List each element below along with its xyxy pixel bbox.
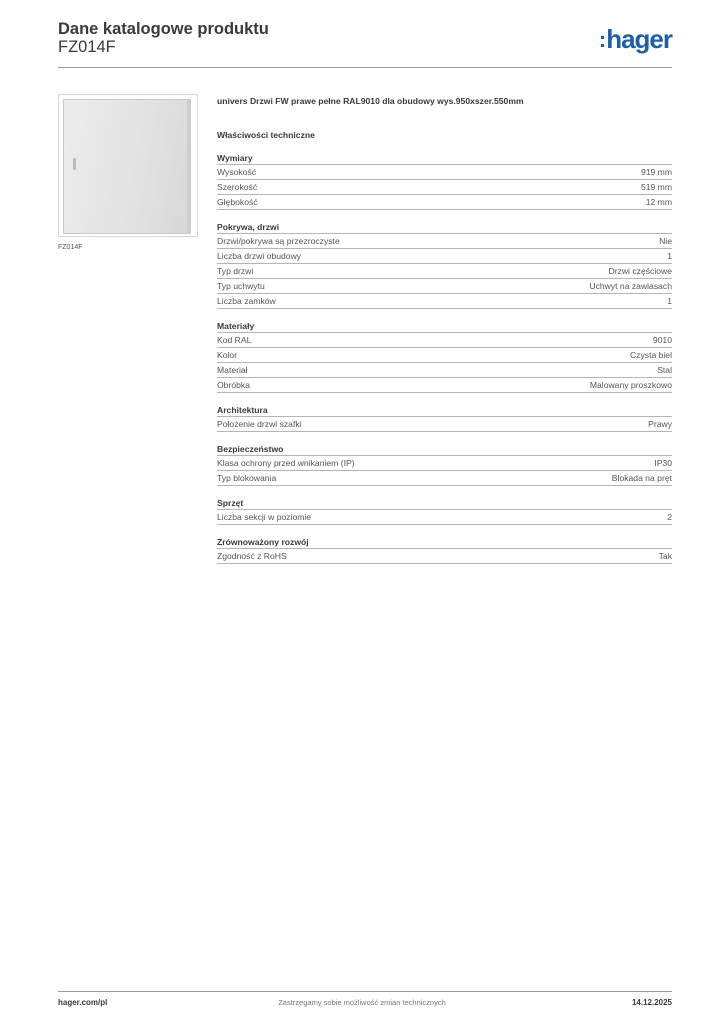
spec-row (217, 278, 672, 293)
spec-row (217, 164, 672, 179)
spec-row (217, 455, 672, 470)
spec-rows (217, 548, 672, 564)
spec-value: 919 mm (640, 167, 672, 177)
hager-logo (599, 24, 672, 55)
spec-value: 1 (667, 296, 672, 306)
door-panel-illustration (63, 99, 191, 234)
product-code: FZ014F (58, 38, 116, 56)
spec-rows (217, 509, 672, 525)
spec-rows (217, 416, 672, 432)
spec-row (217, 332, 672, 347)
spec-row (217, 263, 672, 278)
spec-row (217, 347, 672, 362)
spec-section (217, 443, 672, 486)
image-caption: FZ014F (58, 244, 83, 251)
spec-label: Drzwi/pokrywa są przezroczyste (217, 236, 340, 246)
door-edge (187, 100, 190, 233)
spec-label: Położenie drzwi szafki (217, 419, 302, 429)
spec-row (217, 248, 672, 263)
spec-label: Kod RAL (217, 335, 252, 345)
spec-row (217, 548, 672, 563)
spec-sections (217, 152, 672, 564)
spec-value: Malowany proszkowo (589, 380, 672, 390)
spec-label: Materiał (217, 365, 248, 375)
spec-row (217, 194, 672, 209)
spec-label: Liczba sekcji w poziomie (217, 512, 312, 522)
product-description: univers Drzwi FW prawe pełne RAL9010 dla obudowy wys.950xszer.550mm (217, 96, 524, 106)
spec-rows (217, 455, 672, 486)
footer-date: 14.12.2025 (631, 998, 672, 1007)
spec-row (217, 179, 672, 194)
spec-section (217, 536, 672, 564)
spec-label: Zgodność z RoHS (217, 551, 287, 561)
footer-disclaimer: Zastrzegamy sobie możliwość zmian technicznych (278, 998, 446, 1007)
spec-rows (217, 332, 672, 393)
spec-section-title: Architektura (217, 405, 268, 415)
tech-properties-heading: Właściwości techniczne (217, 130, 315, 140)
spec-value: 12 mm (645, 197, 672, 207)
spec-label: Liczba drzwi obudowy (217, 251, 302, 261)
spec-value: Blokada na pręt (611, 473, 672, 483)
spec-section (217, 404, 672, 432)
spec-section-title: Wymiary (217, 153, 253, 163)
spec-label: Obróbka (217, 380, 250, 390)
spec-label: Wysokość (217, 167, 257, 177)
spec-label: Głębokość (217, 197, 258, 207)
spec-value: Czysta biel (629, 350, 672, 360)
footer-website: hager.com/pl (58, 998, 108, 1007)
spec-section-title: Zrównoważony rozwój (217, 537, 309, 547)
spec-value: IP30 (654, 458, 672, 468)
spec-row (217, 509, 672, 524)
spec-row (217, 233, 672, 248)
product-image (58, 94, 198, 237)
spec-value: Tak (658, 551, 672, 561)
spec-section (217, 497, 672, 525)
page-title: Dane katalogowe produktu (58, 20, 269, 38)
header-divider (58, 67, 672, 68)
spec-label: Typ drzwi (217, 266, 254, 276)
spec-label: Szerokość (217, 182, 258, 192)
spec-value: 519 mm (640, 182, 672, 192)
spec-value: Stal (657, 365, 672, 375)
specifications (217, 96, 672, 575)
spec-label: Klasa ochrony przed wnikaniem (IP) (217, 458, 355, 468)
logo-colon-mark: : (598, 27, 606, 52)
spec-rows (217, 233, 672, 309)
spec-section-title: Bezpieczeństwo (217, 444, 284, 454)
footer-divider (58, 991, 672, 992)
spec-row (217, 470, 672, 485)
spec-value: Uchwyt na zawiasach (589, 281, 672, 291)
spec-section-title: Sprzęt (217, 498, 244, 508)
spec-label: Typ uchwytu (217, 281, 265, 291)
spec-section-title: Pokrywa, drzwi (217, 222, 280, 232)
spec-row (217, 362, 672, 377)
spec-section (217, 152, 672, 210)
spec-rows (217, 164, 672, 210)
spec-value: Prawy (648, 419, 672, 429)
spec-row (217, 377, 672, 392)
spec-value: Drzwi częściowe (608, 266, 672, 276)
spec-label: Liczba zamków (217, 296, 276, 306)
spec-row (217, 416, 672, 431)
spec-value: 9010 (652, 335, 672, 345)
spec-value: Nie (659, 236, 672, 246)
spec-section (217, 320, 672, 393)
spec-value: 2 (667, 512, 672, 522)
spec-label: Kolor (217, 350, 238, 360)
spec-section (217, 221, 672, 309)
spec-value: 1 (667, 251, 672, 261)
spec-label: Typ blokowania (217, 473, 277, 483)
door-handle-icon (73, 158, 76, 170)
spec-row (217, 293, 672, 308)
logo-text: hager (606, 24, 672, 54)
spec-section-title: Materiały (217, 321, 255, 331)
